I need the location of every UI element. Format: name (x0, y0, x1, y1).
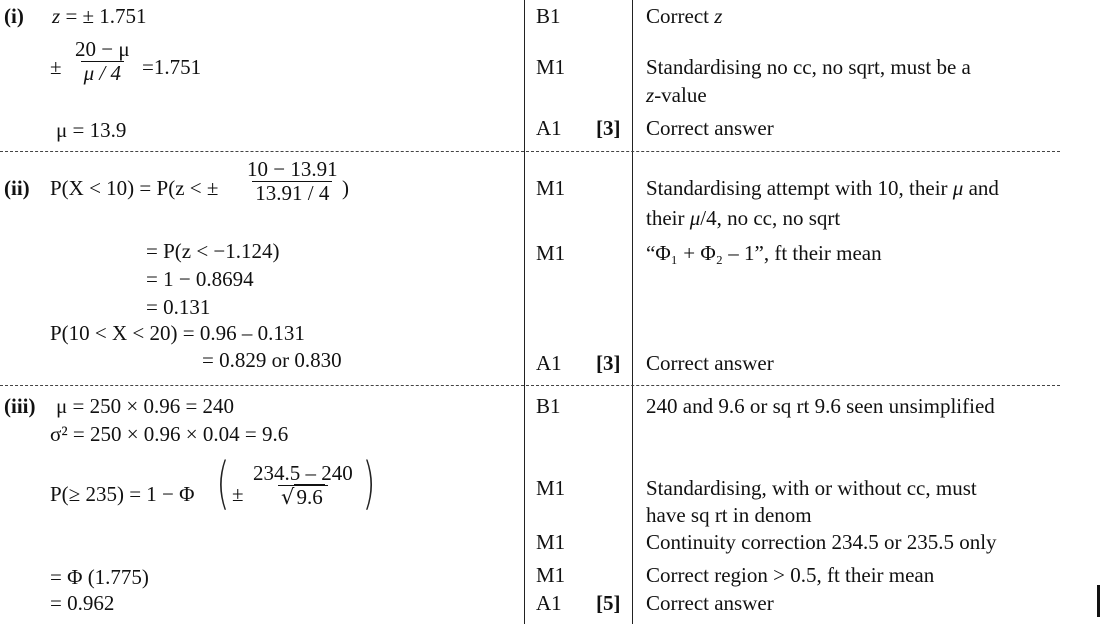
guidance-note: Standardising no cc, no sqrt, must be a (646, 55, 971, 79)
working-line: z = ± 1.751 (52, 4, 147, 28)
working-line: =1.751 (142, 55, 202, 79)
left-bracket: ( (216, 451, 230, 516)
working-line: P(10 < X < 20) = 0.96 – 0.131 (50, 321, 305, 345)
guidance-note: Correct answer (646, 116, 774, 140)
guidance-note: their μ/4, no cc, no sqrt (646, 206, 841, 230)
mark-code: M1 (536, 176, 566, 200)
column-divider-marks (632, 0, 633, 624)
working-line: μ = 13.9 (56, 118, 127, 142)
mark-code: A1 (536, 351, 562, 375)
guidance-note: z-value (646, 83, 707, 107)
part-total: [5] (596, 591, 621, 615)
working-line: ) (342, 176, 349, 200)
mark-code: M1 (536, 530, 566, 554)
working-line: σ² = 250 × 0.96 × 0.04 = 9.6 (50, 422, 289, 446)
guidance-note: Continuity correction 234.5 or 235.5 only (646, 530, 997, 554)
fraction: $\frac{234.5 - 240}{√9.6}$ (253, 461, 353, 510)
part-total: [3] (596, 116, 621, 140)
guidance-note: Standardising, with or without cc, must (646, 476, 977, 500)
working-line: = 0.829 or 0.830 (202, 348, 342, 372)
part-label: (ii) (4, 176, 30, 200)
sqrt-icon: √ (281, 485, 295, 510)
working-line: = 0.962 (50, 591, 115, 615)
plus-minus-sign: ± (50, 55, 62, 79)
guidance-note: Correct answer (646, 351, 774, 375)
part-total: [3] (596, 351, 621, 375)
fraction: $\frac{10 - 13.91}{13.91 / 4}$ (247, 157, 338, 206)
mark-code: B1 (536, 394, 561, 418)
guidance-note: 240 and 9.6 or sq rt 9.6 seen unsimplified (646, 394, 995, 418)
working-line: = P(z < −1.124) (146, 239, 280, 263)
guidance-note: Correct region > 0.5, ft their mean (646, 563, 935, 587)
part-label: (i) (4, 4, 24, 28)
section-divider (0, 385, 1060, 386)
mark-code: M1 (536, 241, 566, 265)
mark-code: B1 (536, 4, 561, 28)
working-line: μ = 250 × 0.96 = 240 (56, 394, 235, 418)
working-line: = 1 − 0.8694 (146, 267, 254, 291)
part-label: (iii) (4, 394, 36, 418)
mark-code: A1 (536, 591, 562, 615)
working-line: = 0.131 (146, 295, 211, 319)
fraction: $\frac{20 - \mu}{\mu / 4}$ (75, 37, 130, 86)
section-divider (0, 151, 1060, 152)
guidance-note: “Φ₁ + Φ₂ – 1”, ft their mean (646, 241, 882, 265)
plus-minus-sign: ± (232, 482, 244, 506)
guidance-note: have sq rt in denom (646, 503, 812, 527)
working-line: P(X < 10) = P(z < ± (50, 176, 219, 200)
mark-code: A1 (536, 116, 562, 140)
mark-code: M1 (536, 563, 566, 587)
guidance-note: Correct answer (646, 591, 774, 615)
guidance-note: Correct z (646, 4, 723, 28)
mark-code: M1 (536, 476, 566, 500)
guidance-note: Standardising attempt with 10, their μ and (646, 176, 999, 200)
working-line: P(≥ 235) = 1 − Φ (50, 482, 195, 506)
right-bracket: ) (362, 451, 376, 516)
working-line: = Φ (1.775) (50, 565, 149, 589)
mark-code: M1 (536, 55, 566, 79)
column-divider-working (524, 0, 525, 624)
